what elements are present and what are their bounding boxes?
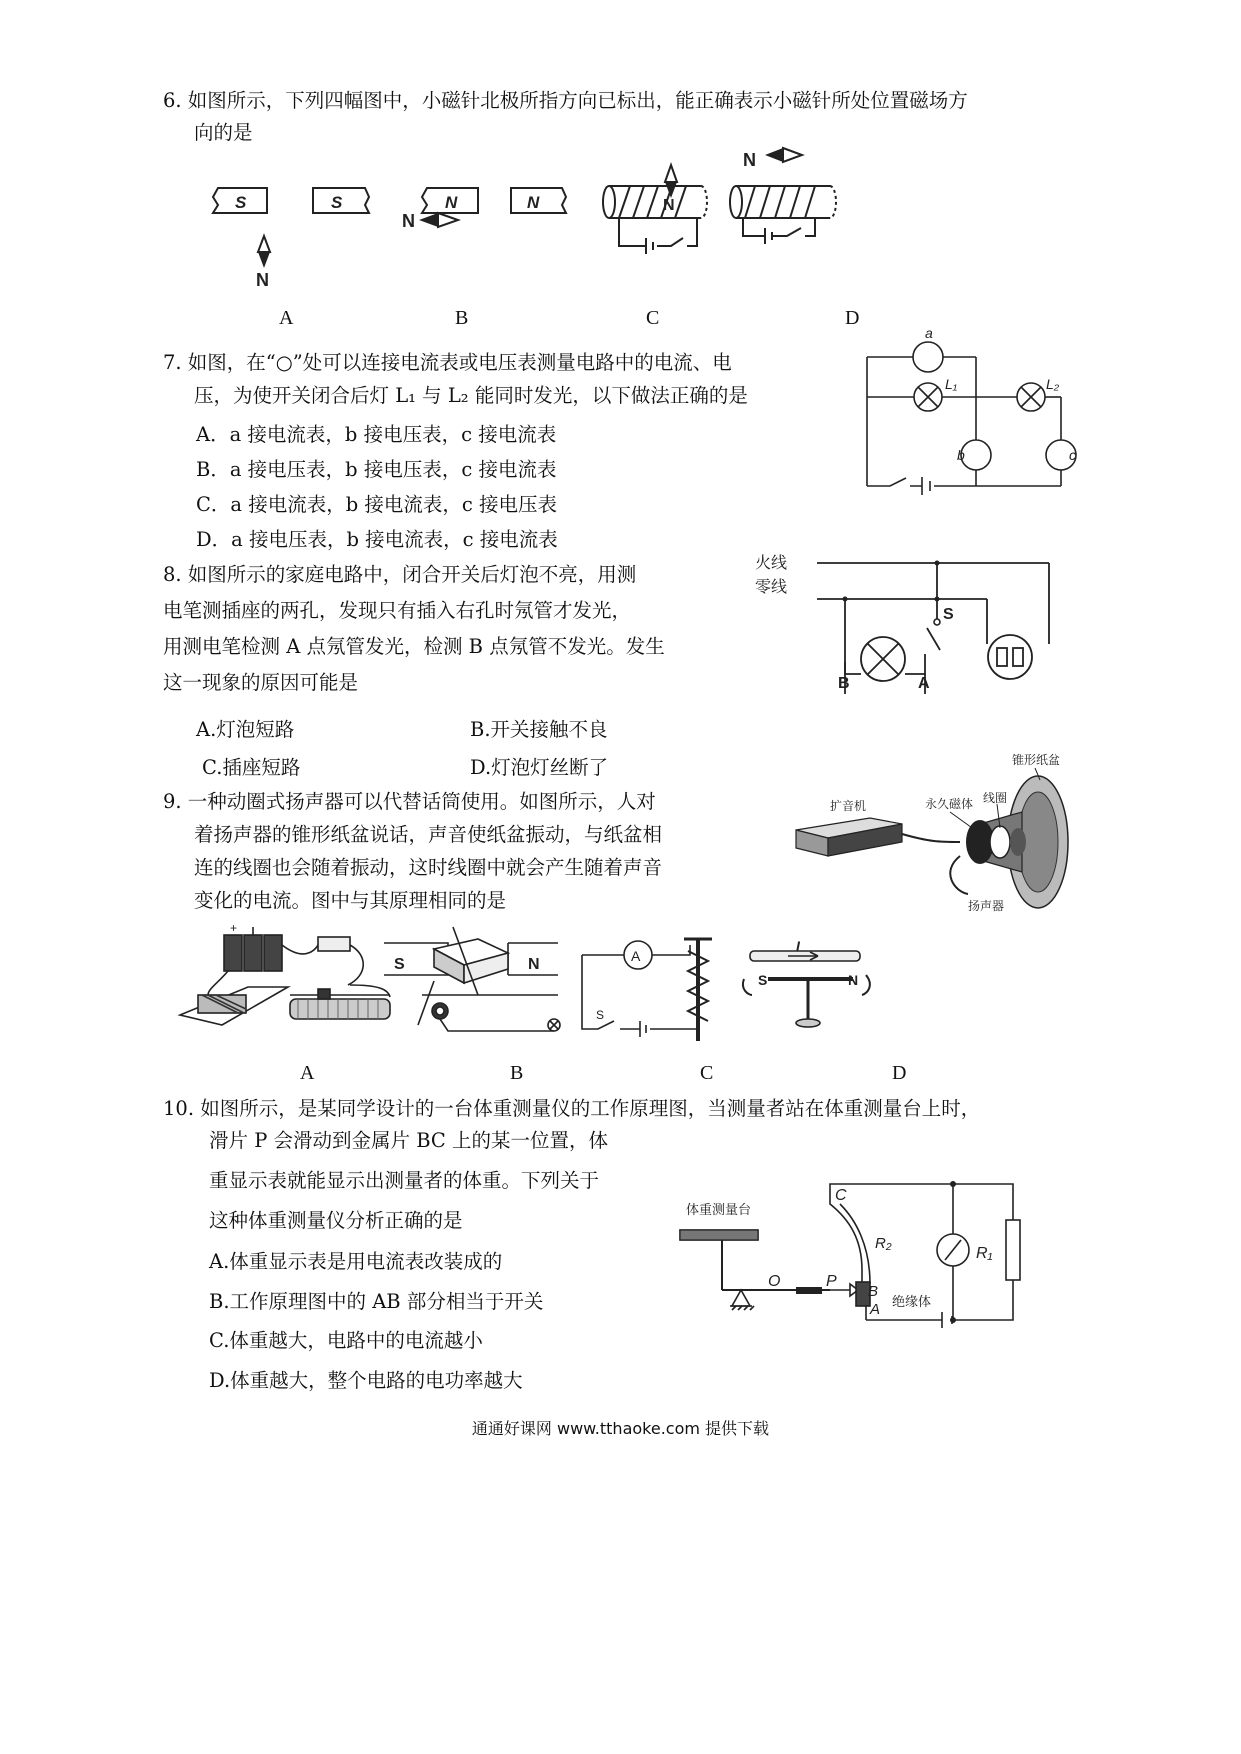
q6-stem-line1: 6. 如图所示，下列四幅图中，小磁针北极所指方向已标出，能正确表示小磁针所处位置磁场方 xyxy=(163,89,968,112)
q8-stem-line2: 电笔测插座的两孔，发现只有插入右孔时氖管才发光， xyxy=(163,599,632,622)
q9a-apparatus xyxy=(180,927,390,1025)
q9c-circuit xyxy=(582,939,712,1041)
svg-text:c: c xyxy=(1069,447,1076,463)
q10-stem-line3: 重显示表就能显示出测量者的体重。下列关于 xyxy=(209,1169,600,1192)
q8-option-a[interactable]: A.灯泡短路 xyxy=(196,718,295,741)
svg-text:A: A xyxy=(631,948,641,964)
svg-text:S: S xyxy=(394,956,405,973)
q6d-coil-turns xyxy=(745,186,815,218)
svg-text:N: N xyxy=(445,193,458,212)
q10-stem-line4: 这种体重测量仪分析正确的是 xyxy=(209,1209,463,1232)
q7-option-c[interactable]: C．a 接电流表，b 接电流表，c 接电压表 xyxy=(196,493,558,516)
svg-text:火线: 火线 xyxy=(755,555,788,572)
q10-stem-line1: 10. 如图所示，是某同学设计的一台体重测量仪的工作原理图，当测量者站在体重测量台上时， xyxy=(163,1097,981,1120)
q9-stem-line2: 着扬声器的锥形纸盆说话，声音使纸盆振动，与纸盆相 xyxy=(194,823,663,846)
q8-option-b[interactable]: B.开关接触不良 xyxy=(470,718,608,741)
q9-stem-line1: 9. 一种动圈式扬声器可以代替话筒使用。如图所示，人对 xyxy=(163,790,656,813)
svg-text:S: S xyxy=(331,193,343,212)
svg-text:S: S xyxy=(235,193,247,212)
q7-option-b[interactable]: B．a 接电压表，b 接电压表，c 接电流表 xyxy=(196,458,557,481)
q6-stem-line2: 向的是 xyxy=(194,121,253,144)
svg-text:零线: 零线 xyxy=(755,579,788,596)
q7-stem-line1: 7. 如图，在“○”处可以连接电流表或电压表测量电路中的电流、电 xyxy=(163,351,732,374)
q10-scale-figure xyxy=(680,1180,1020,1340)
q6d-compass-needle xyxy=(743,148,802,170)
q10-stem-line2: 滑片 P 会滑动到金属片 BC 上的某一位置，体 xyxy=(209,1129,609,1152)
speaker-body xyxy=(966,776,1068,908)
svg-text:b: b xyxy=(957,447,965,463)
q6c-compass-needle xyxy=(663,165,677,214)
q9-stem-line4: 变化的电流。图中与其原理相同的是 xyxy=(194,889,507,912)
q9-label-b: B xyxy=(510,1062,524,1084)
q7-option-a[interactable]: A．a 接电流表，b 接电压表，c 接电流表 xyxy=(196,423,557,446)
q9-options-figure xyxy=(178,921,998,1055)
q10-option-d[interactable]: D.体重越大，整个电路的电功率越大 xyxy=(209,1369,523,1392)
svg-text:N: N xyxy=(527,193,540,212)
svg-text:线圈: 线圈 xyxy=(983,791,1008,805)
q9-label-d: D xyxy=(892,1062,907,1084)
q9b-generator xyxy=(384,927,560,1031)
svg-text:B: B xyxy=(868,1283,879,1300)
svg-text:B: B xyxy=(838,675,850,692)
svg-text:锥形纸盆: 锥形纸盆 xyxy=(1012,753,1061,767)
q6d-circuit xyxy=(743,218,815,236)
svg-text:+: + xyxy=(230,921,238,935)
q7-stem-line2: 压，为使开关闭合后灯 L₁ 与 L₂ 能同时发光，以下做法正确的是 xyxy=(194,384,748,407)
q6-label-d: D xyxy=(845,307,860,329)
q8-stem-line4: 这一现象的原因可能是 xyxy=(163,671,359,694)
svg-text:N: N xyxy=(663,197,675,214)
q8-stem-line3: 用测电笔检测 A 点氖管发光，检测 B 点氖管不发光。发生 xyxy=(163,635,665,658)
q7-circuit-figure xyxy=(860,325,1076,488)
svg-text:O: O xyxy=(768,1273,781,1290)
q6a-compass-needle xyxy=(256,236,270,290)
amplifier-box xyxy=(796,818,902,856)
svg-text:L₂: L₂ xyxy=(1046,376,1060,392)
svg-text:永久磁体: 永久磁体 xyxy=(925,797,974,811)
q8-household-circuit xyxy=(755,554,1075,714)
svg-text:A: A xyxy=(870,1301,881,1318)
svg-text:S: S xyxy=(758,972,768,988)
svg-text:N: N xyxy=(743,149,756,170)
q7-option-d[interactable]: D．a 接电压表，b 接电流表，c 接电流表 xyxy=(196,528,558,551)
q9-label-c: C xyxy=(700,1062,714,1084)
svg-text:R₂: R₂ xyxy=(875,1235,892,1252)
page-footer: 通通好课网 www.tthaoke.com 提供下载 xyxy=(471,1419,770,1438)
q6-label-a: A xyxy=(279,307,294,329)
q6c-coil-turns xyxy=(619,186,686,218)
svg-text:N: N xyxy=(848,972,859,988)
svg-text:L₁: L₁ xyxy=(945,376,958,392)
q8-stem-line1: 8. 如图所示的家庭电路中，闭合开关后灯泡不亮，用测 xyxy=(163,563,637,586)
q9-stem-line3: 连的线圈也会随着振动，这时线圈中就会产生随着声音 xyxy=(194,856,663,879)
q6-label-c: C xyxy=(646,307,660,329)
q10-option-a[interactable]: A.体重显示表是用电流表改装成的 xyxy=(209,1250,503,1273)
svg-text:a: a xyxy=(925,325,933,341)
svg-text:N: N xyxy=(256,270,269,290)
svg-text:C: C xyxy=(835,1187,847,1204)
svg-text:S: S xyxy=(943,606,954,623)
svg-text:R₁: R₁ xyxy=(976,1245,993,1262)
svg-text:扩音机: 扩音机 xyxy=(830,799,867,813)
svg-text:体重测量台: 体重测量台 xyxy=(686,1202,752,1217)
svg-text:I: I xyxy=(796,938,800,954)
q8-option-c[interactable]: C.插座短路 xyxy=(202,756,301,779)
q6-label-b: B xyxy=(455,307,469,329)
svg-text:A: A xyxy=(918,675,930,692)
svg-text:N: N xyxy=(402,211,415,231)
q6c-circuit xyxy=(619,218,697,246)
q8-option-d[interactable]: D.灯泡灯丝断了 xyxy=(470,756,609,779)
q9d-oersted xyxy=(743,951,870,1027)
svg-text:绝缘体: 绝缘体 xyxy=(892,1294,932,1309)
svg-text:N: N xyxy=(528,956,540,973)
svg-text:S: S xyxy=(596,1008,605,1022)
q10-option-c[interactable]: C.体重越大，电路中的电流越小 xyxy=(209,1329,483,1352)
svg-text:P: P xyxy=(826,1273,837,1290)
svg-text:扬声器: 扬声器 xyxy=(968,899,1005,913)
q10-option-b[interactable]: B.工作原理图中的 AB 部分相当于开关 xyxy=(209,1290,544,1313)
q9-label-a: A xyxy=(300,1062,315,1084)
q9-speaker-figure xyxy=(790,752,1080,922)
q6-figure xyxy=(205,150,965,300)
